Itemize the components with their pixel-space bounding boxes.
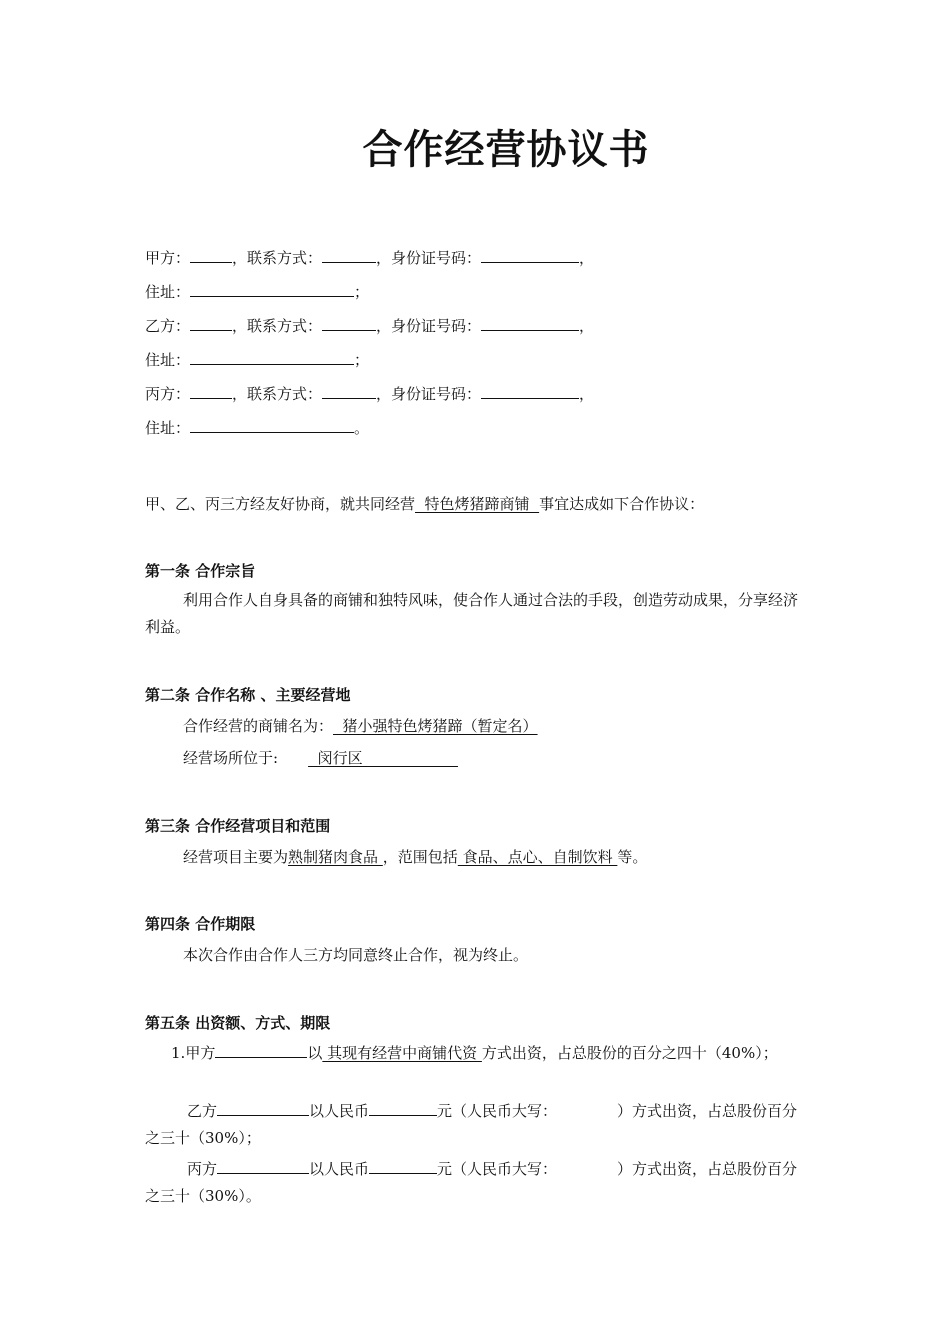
party-a-contribution-blank (215, 1043, 307, 1058)
place-label: 经营场所位于: (183, 749, 279, 767)
party-a-address-label: 住址： (145, 283, 191, 301)
party-b-address-end: ； (354, 351, 370, 369)
party-b-unit: 元（人民币大写： (437, 1102, 558, 1120)
party-c-address-blank (190, 418, 354, 433)
party-c-via: 以人民币 (309, 1160, 370, 1178)
party-a-contact-blank (322, 248, 376, 263)
article-4-heading: 第四条 合作期限 (145, 915, 256, 933)
party-b-amount-blank (369, 1101, 437, 1116)
party-c-contact-label: ，联系方式： (232, 385, 323, 403)
shop-name-line (183, 716, 538, 736)
shop-name-value: 猪小强特色烤猪蹄（暂定名） (333, 717, 538, 735)
party-a-address-blank (190, 282, 354, 297)
party-b-via: 以人民币 (309, 1102, 370, 1120)
party-c-address-end: 。 (354, 419, 370, 437)
shop-name-label: 合作经营的商铺名为： (183, 717, 334, 735)
party-b-contribution-label: 乙方 (187, 1102, 218, 1120)
scope-middle: ，范围包括 (382, 848, 458, 866)
article-5-heading: 第五条 出资额、方式、期限 (145, 1014, 331, 1032)
party-c-address-line (145, 418, 369, 438)
party-b-address-blank (190, 350, 354, 365)
party-a-name-blank (190, 248, 232, 263)
party-b-contribution-blank (217, 1101, 309, 1116)
place-line (183, 748, 458, 768)
party-b-address-label: 住址： (145, 351, 191, 369)
article-3-text (183, 847, 647, 867)
party-c-contribution-label: 丙方 (187, 1160, 218, 1178)
article-1-text: 利用合作人自身具备的商铺和独特风味，使合作人通过合法的手段，创造劳动成果，分享经济利益。 (145, 591, 799, 636)
party-a-line (145, 248, 594, 268)
party-b-id-label: ，身份证号码： (376, 317, 482, 335)
party-b-id-blank (481, 316, 579, 331)
party-c-contact-blank (322, 384, 376, 399)
contribution-party-b (145, 1098, 800, 1152)
intro-after: 事宜达成如下合作协议： (539, 495, 705, 513)
party-c-contribution-rest: ）方式出资，占总股份百分之三十（30%）。 (145, 1160, 798, 1205)
party-a-address-end: ； (354, 283, 370, 301)
scope-before: 经营项目主要为 (183, 848, 289, 866)
party-b-contact-blank (322, 316, 376, 331)
party-a-label: 甲方： (145, 249, 191, 267)
party-b-label: 乙方： (145, 317, 191, 335)
party-a-id-label: ，身份证号码： (376, 249, 482, 267)
party-b-contact-label: ，联系方式： (232, 317, 323, 335)
document-title: 合作经营协议书 (362, 127, 650, 173)
party-c-amount-blank (369, 1159, 437, 1174)
business-items: 熟制猪肉食品 (288, 848, 383, 866)
business-scope: 食品、点心、自制饮料 (457, 848, 618, 866)
party-a-id-blank (481, 248, 579, 263)
party-c-label: 丙方： (145, 385, 191, 403)
party-b-address-line (145, 350, 369, 370)
party-c-address-label: 住址： (145, 419, 191, 437)
party-a-contact-label: ，联系方式： (232, 249, 323, 267)
party-c-line (145, 384, 594, 404)
article-2-heading: 第二条 合作名称 、主要经营地 (145, 686, 351, 704)
party-c-id-label: ，身份证号码： (376, 385, 482, 403)
scope-after: 等。 (617, 848, 648, 866)
party-a-method: 其现有经营中商铺代资 (322, 1044, 482, 1062)
party-a-via: 以 (307, 1044, 323, 1062)
party-c-contribution-blank (217, 1159, 309, 1174)
contribution-number: 1. (171, 1044, 186, 1062)
party-c-unit: 元（人民币大写： (437, 1160, 558, 1178)
party-c-id-blank (481, 384, 579, 399)
party-c-end: ， (579, 385, 595, 403)
business-name: 特色烤猪蹄商铺 (415, 495, 540, 513)
intro-before: 甲、乙、丙三方经友好协商，就共同经营 (145, 495, 416, 513)
party-a-address-line (145, 282, 369, 302)
contribution-party-c (145, 1156, 800, 1210)
party-b-end: ， (579, 317, 595, 335)
party-a-contribution-rest: 方式出资，占总股份的百分之四十（40%）； (481, 1044, 778, 1062)
article-1-heading: 第一条 合作宗旨 (145, 562, 256, 580)
article-3-heading: 第三条 合作经营项目和范围 (145, 817, 331, 835)
party-a-end: ， (579, 249, 595, 267)
party-c-name-blank (190, 384, 232, 399)
party-b-line (145, 316, 594, 336)
contribution-party-a (145, 1040, 800, 1067)
place-value: 闵行区 (308, 749, 458, 767)
intro-paragraph (145, 494, 704, 514)
article-4-text: 本次合作由合作人三方均同意终止合作，视为终止。 (183, 946, 529, 964)
party-a-contribution-label: 甲方 (185, 1044, 216, 1062)
party-b-contribution-rest: ）方式出资，占总股份百分之三十（30%）； (145, 1102, 798, 1147)
party-b-name-blank (190, 316, 232, 331)
